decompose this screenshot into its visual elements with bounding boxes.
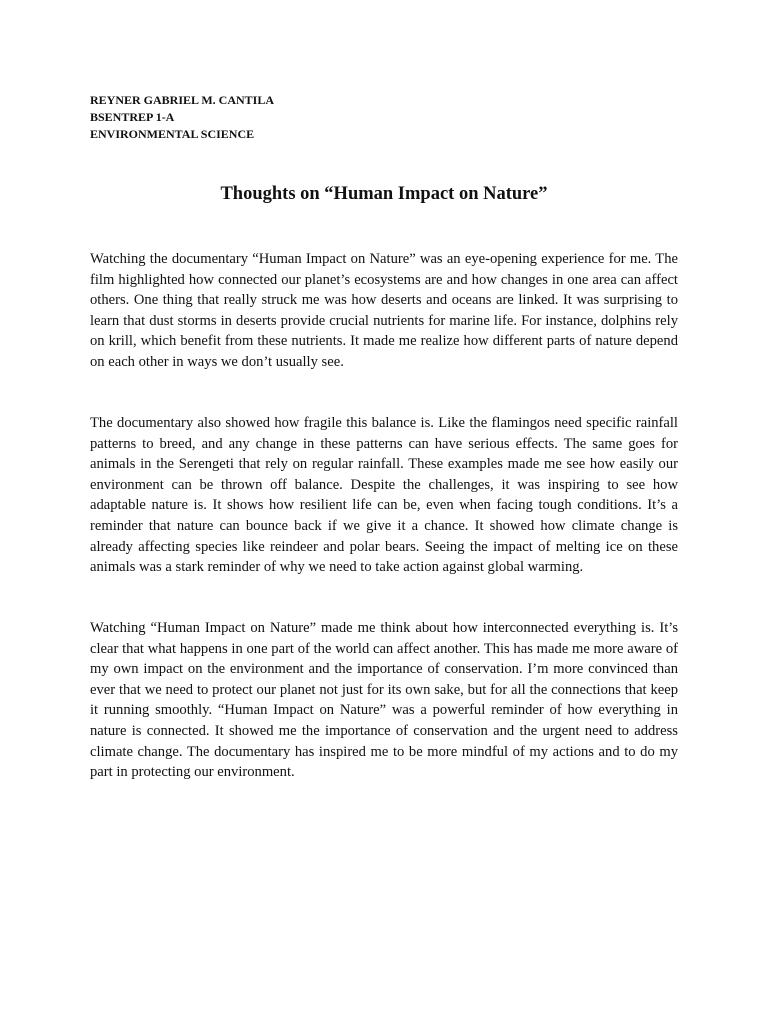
author-name: REYNER GABRIEL M. CANTILA [90, 93, 275, 107]
paragraph-3: Watching “Human Impact on Nature” made me think about how interconnected everything is. It’s clear that what happens in one part of the world can affect another. This has made me more aware of my own impact on the environment and the importance of conservation. I’m more convinced than ever that we need to protect our planet not just for its own sake, but for all the connections that keep it running smoothly. “Human Impact on Nature” was a powerful reminder of how everything in nature is connected. It showed me the importance of conservation and the urgent need to address climate change. The documentary has inspired me to be more mindful of my actions and to do my part in protecting our environment. [90, 620, 678, 781]
program-section: BSENTREP 1-A [90, 110, 175, 124]
subject-name: ENVIRONMENTAL SCIENCE [90, 127, 255, 141]
author-header [90, 92, 678, 143]
paragraph-1: Watching the documentary “Human Impact on Nature” was an eye-opening experience for me. The film highlighted how connected our planet’s ecosystems are and how changes in one area can affect others. One thing that really struck me was how deserts and oceans are linked. It was surprising to learn that dust storms in deserts provide crucial nutrients for marine life. For instance, dolphins rely on krill, which benefit from these nutrients. It made me realize how different parts of nature depend on each other in ways we don’t usually see. [90, 251, 678, 370]
paragraph-2: The documentary also showed how fragile this balance is. Like the flamingos need specific rainfall patterns to breed, and any change in these patterns can have serious effects. The same goes for animals in the Serengeti that rely on regular rainfall. These examples made me see how easily our environment can be thrown off balance. Despite the challenges, it was inspiring to see how adaptable nature is. It shows how resilient life can be, even when facing tough conditions. It’s a reminder that nature can bounce back if we give it a chance. It showed how climate change is already affecting species like reindeer and polar bears. Seeing the impact of melting ice on these animals was a stark reminder of why we need to take action against global warming. [90, 415, 678, 576]
essay-title: Thoughts on “Human Impact on Nature” [220, 184, 548, 204]
